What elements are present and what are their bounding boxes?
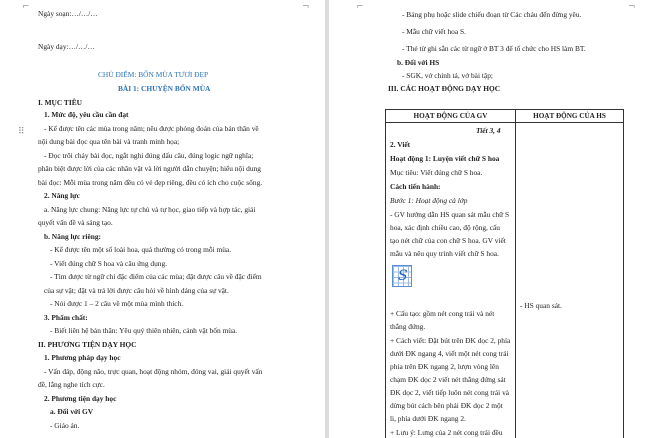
text-line: a. Năng lực chung: Năng lực tự chủ và tự học, giao tiếp và hợp tác, giải [44, 205, 256, 214]
text-line: - Bảng phụ hoặc slide chiếu đoạn từ Các cháu đến đừng yêu. [402, 10, 582, 19]
text-line: 2. Viết [390, 140, 411, 149]
table-cell-gv [386, 123, 515, 438]
text-line: CHỦ ĐIỂM: BỐN MÙA TƯƠI ĐẸP [98, 70, 209, 79]
corner-mark-icon: ⌐ [356, 2, 364, 12]
corner-mark-icon: ⌐ [628, 2, 636, 12]
lesson-activity-table [385, 109, 624, 438]
text-line: 2. Phương tiện dạy học [44, 394, 117, 403]
text-line: I. MỤC TIÊU [38, 98, 83, 107]
text-line: Bước 1: Hoạt động cả lớp [390, 196, 468, 205]
text-line: Tiết 3, 4 [476, 126, 501, 135]
text-line: 3. Phẩm chất: [44, 313, 88, 322]
text-line: của sự vật; đặt và trả lời được câu hỏi về hình dáng của sự vật. [44, 286, 229, 295]
text-line: - Tìm được từ ngữ chỉ đặc điểm của các mùa; đặt được câu về đặc điểm [50, 272, 262, 281]
text-line: chạm ĐK dọc 2 viết nét thẳng đứng sát [390, 375, 506, 384]
text-line: b. Năng lực riêng: [44, 232, 101, 241]
text-line: 2. Năng lực [44, 191, 80, 200]
text-line: 1. Phương pháp dạy học [44, 353, 121, 362]
text-line: + Cách viết: Đặt bút trên ĐK dọc 2, phía [390, 336, 511, 345]
text-line: tạo nét chữ của con chữ S hoa. GV viết [390, 236, 506, 245]
table-header-hs: HOẠT ĐỘNG CỦA HS [516, 110, 624, 123]
text-line: phân biệt được lời của các nhân vật và lời người dẫn chuyện; hiểu nội dung [38, 164, 261, 173]
text-line: phía trên ĐK ngang 2, lượn vòng lên [390, 362, 499, 371]
text-line: Ngày soạn:…/…/… [38, 9, 98, 18]
text-line: - Giáo án. [50, 421, 80, 430]
text-line: + Cấu tạo: gồm nét cong trái và nét [390, 309, 495, 318]
text-line: - Vấn đáp, động não, trực quan, hoạt động nhóm, đóng vai, giải quyết vấn [44, 367, 263, 376]
text-line: bài đọc: Mỗi mùa trong năm đều có vẻ đẹp riêng, đều có ích cho cuộc sống. [38, 178, 263, 187]
text-line: III. CÁC HOẠT ĐỘNG DẠY HỌC [388, 84, 501, 93]
text-line: quyết vấn đề và sáng tạo. [38, 218, 113, 227]
text-line: BÀI 1: CHUYỆN BỐN MÙA [118, 84, 211, 93]
text-line: - Nói được 1 – 2 câu về một mùa mình thích. [50, 299, 184, 308]
text-line: đề, lắng nghe tích cực. [38, 380, 105, 389]
text-line: ĐK dọc 2, viết tiếp luôn nét cong trái và [390, 388, 510, 397]
text-line: mẫu và nêu quy trình viết chữ S hoa. [390, 249, 499, 258]
text-line: nội dung bài đọc qua tên bài và tranh minh họa; [38, 137, 180, 146]
text-line: dưới ĐK ngang 4, viết một nét cong trái [390, 349, 509, 358]
table-cell-hs [516, 123, 623, 438]
text-line: Mục tiêu: Viết đúng chữ S hoa. [390, 168, 483, 177]
text-line: - Kể được tên các mùa trong năm; nêu được phỏng đoán của bản thân về [44, 124, 259, 133]
letter-s-sample-icon: S [392, 265, 412, 287]
text-line: Hoạt động 1: Luyện viết chữ S hoa [390, 154, 500, 163]
corner-mark-icon: ⌐ [302, 2, 310, 12]
text-line: - Viết đúng chữ S hoa và câu ứng dụng. [50, 259, 168, 268]
text-line: li, phía dưới ĐK ngang 2. [390, 414, 466, 423]
text-line: - HS quan sát. [520, 301, 562, 310]
text-line: - Kể được tên một số loài hoa, quả thường có trong mỗi mùa. [50, 245, 232, 254]
text-line: - Biết liên hệ bản thân: Yêu quý thiên nhiên, cảnh vật bốn mùa. [50, 326, 238, 335]
corner-mark-icon: ⌐ [22, 2, 30, 12]
text-line: 1. Mức độ, yêu cầu cần đạt [44, 110, 129, 119]
text-line: - Mẫu chữ viết hoa S. [402, 27, 466, 36]
table-header-gv: HOẠT ĐỘNG CỦA GV [386, 110, 516, 123]
text-line: dừng bút cách bên phải ĐK dọc 2 một [390, 401, 503, 410]
text-line: - SGK, vở chính tả, vở bài tập; [402, 71, 493, 80]
text-line: Cách tiến hành: [390, 182, 441, 191]
text-line: - Thẻ từ ghi sẵn các từ ngữ ở BT 3 để tổ chức cho HS làm BT. [402, 44, 586, 53]
drag-handle-icon[interactable]: ⠿ [18, 127, 25, 137]
text-line: hoa, xác định chiều cao, độ rộng, cấu [390, 223, 500, 232]
text-line: + Lưu ý: Lưng của 2 nét cong trái đều [390, 428, 503, 437]
text-line: thắng đứng. [390, 322, 426, 331]
text-line: b. Đối với HS [397, 58, 440, 67]
text-line: II. PHƯƠNG TIỆN DẠY HỌC [38, 340, 137, 349]
text-line: - GV hướng dẫn HS quan sát mẫu chữ S [390, 210, 510, 219]
text-line: a. Đối với GV [50, 407, 94, 416]
text-line: - Đọc trôi chảy bài đọc, ngắt nghỉ đúng dấu câu, đúng logic ngữ nghĩa; [44, 151, 254, 160]
text-line: Ngày dạy:…/…/… [38, 42, 95, 51]
